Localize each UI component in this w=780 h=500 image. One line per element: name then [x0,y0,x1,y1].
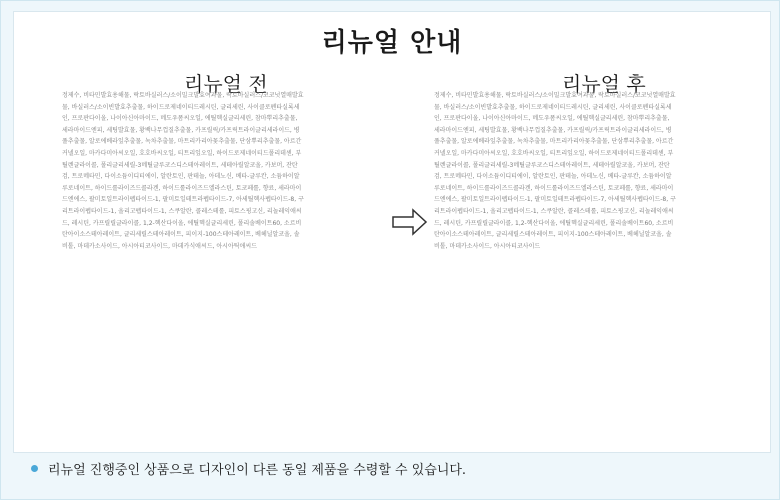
before-label: 리뉴얼 전 [184,72,268,96]
before-ingredients-text: 정제수, 비타민발효용해물, 락토바실러스/소이밀크발효여과물, 락토바실러스/코코넛열매발효물, 바실러스/소이빈발효추출물, 하이드로제네이티드레시틴, 글리세린, 사이클로펜타실록세인, 프로판다이올, 나이아신아마이드, 메도우폼씨오일, 에틸헥실글리세린, 참마뿌리추출물, 세라마이드엔피, 세팅발효물, 황백나무껍질추출물, 카프릴릭/카프릭트라이글리세라이드, 병풀추출물, 알로에베라잎추출물, 녹차추출물, 마트리카리아꽃추출물, 단삼뿌리추출물, 아르간커넬오일, 마카다미아씨오일, 호호바씨오일, 티트리잎오일, 하이드로제네이티드폴리데센, 부틸렌글라이콜, 폴리글리세릴-3메틸글루코스디스테아레이트, 세테아릴알코올, 카보머, 잔탄검, 트로메타민, 다이소듐이디티에이, 알란토인, 판테놀, 아데노신, 베타-글루칸, 소듐하이알루로네이트, 하이드롤라이즈드콜라겐, 하이드롤라이즈드엘라스틴, 토코페롤, 향료, 세라마이드엔에스, 팔미토일트라이펩타이드-1, 팔미토일테트라펩타이드-7, 아세틸헥사펩타이드-8, 구리트라이펩타이드-1, 올리고펩타이드-1, 스쿠알란, 콜레스테롤, 피토스핑고신, 리놀레익애씨드, 레시틴, 카프릴릴글라이콜, 1,2-헥산다이올, 에틸헥실글리세린, 폴리솔베이트60, 소르비탄아이소스테아레이트, 글리세릴스테아레이트, 피이지-100스테아레이트, 베헤닐알코올, 솔비톨, 마데카소사이드, 아시아티코사이드, 마데카식애씨드, 아시아틱애씨드 [62,92,304,250]
bullet-dot-icon [31,465,38,472]
after-label: 리뉴얼 후 [562,72,646,96]
page-title: 리뉴얼 안내 [321,28,463,58]
note-text: 리뉴얼 진행중인 상품으로 디자인이 다른 동일 제품을 수령할 수 있습니다. [48,463,467,478]
after-ingredients-text: 정제수, 비타민발효용해물, 락토바실러스/소이밀크발효여과물, 락토바실러스/코코넛열매발효물, 바실러스/소이빈발효추출물, 하이드로제네이티드레시틴, 글리세린, 사이클로펜타실록세인, 프로판다이올, 나이아신아마이드, 메도우폼씨오일, 에틸헥실글리세린, 참마뿌리추출물, 세라마이드엔피, 세팅발효물, 황백나무껍질추출물, 카프릴릭/카프릭트라이글리세라이드, 병풀추출물, 알로에베라잎추출물, 녹차추출물, 마트리카리아꽃추출물, 단삼뿌리추출물, 아르간커넬오일, 마카다미아씨오일, 호호바씨오일, 티트리잎오일, 하이드로제네이티드폴리데센, 부틸렌글라이콜, 폴리글리세릴-3메틸글루코스디스테아레이트, 세테아릴알코올, 카보머, 잔탄검, 트로메타민, 다이소듐이디티에이, 알란토인, 판테놀, 아데노신, 베타-글루칸, 소듐하이알루로네이트, 하이드롤라이즈드콜라겐, 하이드롤라이즈드엘라스틴, 토코페롤, 향료, 세라마이드엔에스, 팔미토일트라이펩타이드-1, 팔미토일테트라펩타이드-7, 아세틸헥사펩타이드-8, 구리트라이펩타이드-1, 올리고펩타이드-1, 스쿠알란, 콜레스테롤, 피토스핑고신, 리놀레익애씨드, 레시틴, 카프릴릴글라이콜, 1,2-헥산다이올, 에틸헥실글리세린, 폴리솔베이트60, 소르비탄아이소스테아레이트, 글리세릴스테아레이트, 피이지-100스테아레이트, 베헤닐알코올, 솔비톨, 마데카소사이드, 아시아티코사이드 [434,92,676,250]
renewal-notice-panel [13,11,771,453]
renewal-note [31,459,751,478]
right-arrow-icon [391,207,429,237]
